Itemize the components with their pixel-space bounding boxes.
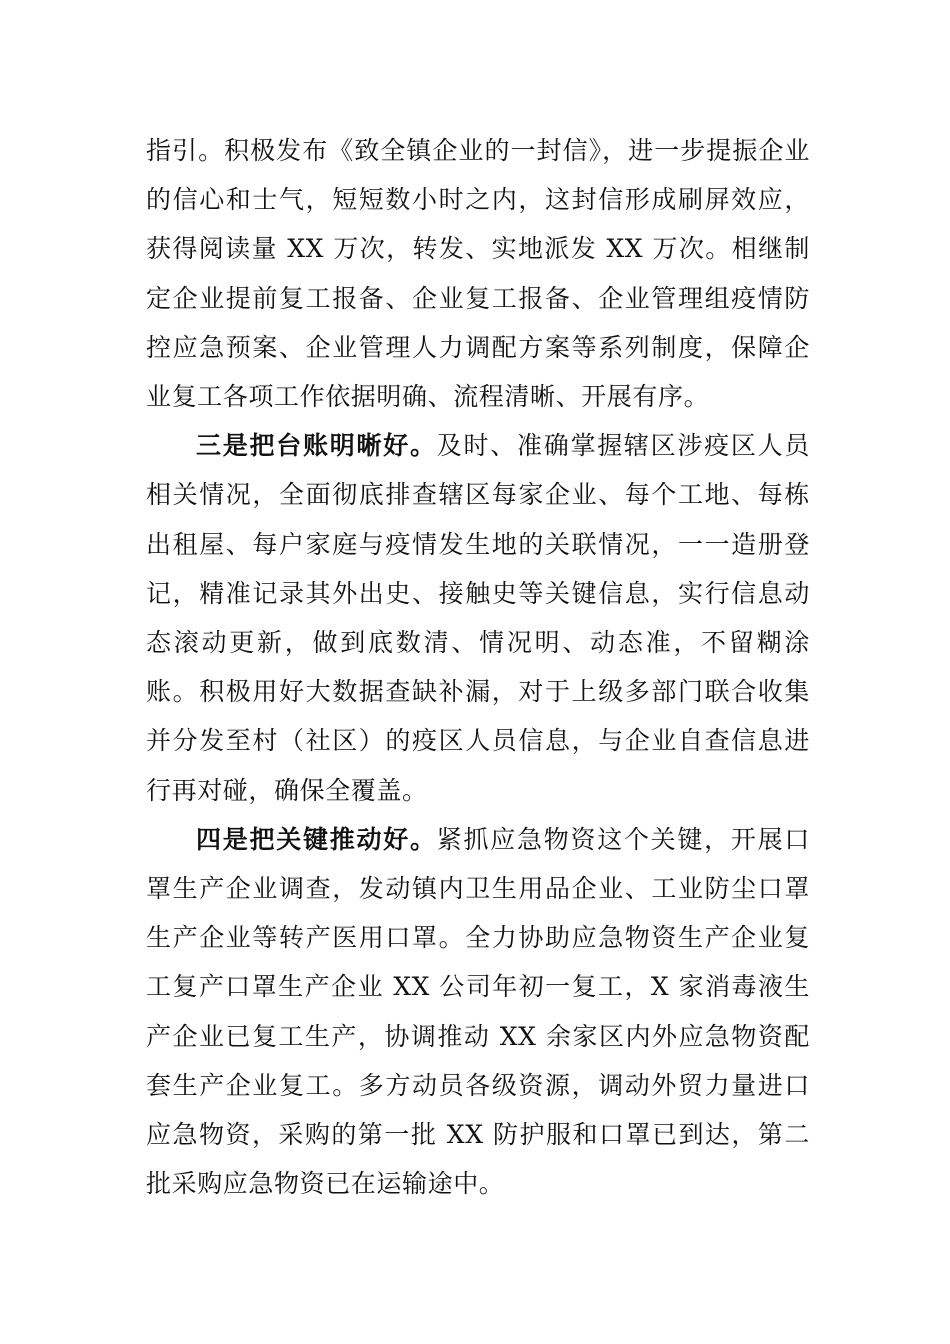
document-body [146, 126, 810, 1208]
paragraph-lead-heading: 三是把台账明晰好。 [196, 431, 437, 461]
paragraph-ledger [146, 421, 810, 815]
paragraph-text: 及时、准确掌握辖区涉疫区人员相关情况，全面彻底排查辖区每家企业、每个工地、每栋出租屋、每户家庭与疫情发生地的关联情况，一一造册登记，精准记录其外出史、接触史等关键信息，实行信息动态滚动更新，做到底数清、情况明、动态准，不留糊涂账。积极用好大数据查缺补漏，对于上级多部门联合收集并分发至村（社区）的疫区人员信息，与企业自查信息进行再对碰，确保全覆盖。 [146, 431, 811, 805]
paragraph-key-push [146, 815, 810, 1209]
paragraph-text: 指引。积极发布《致全镇企业的一封信》，进一步提振企业的信心和士气，短短数小时之内，这封信形成刷屏效应，获得阅读量 XX 万次，转发、实地派发 XX 万次。相继制定企业提前复工报备、企业复工报备、企业管理组疫情防控应急预案、企业管理人力调配方案等系列制度，保障企业复工各项工作依据明确、流程清晰、开展有序。 [146, 136, 810, 412]
paragraph-lead-heading: 四是把关键推动好。 [196, 824, 437, 854]
paragraph-text: 紧抓应急物资这个关键，开展口罩生产企业调查，发动镇内卫生用品企业、工业防尘口罩生产企业等转产医用口罩。全力协助应急物资生产企业复工复产口罩生产企业 XX 公司年初一复工，X 家消毒液生产企业已复工生产，协调推动 XX 余家区内外应急物资配套生产企业复工。多方动员各级资源，调动外贸力量进口应急物资，采购的第一批 XX 防护服和口罩已到达，第二批采购应急物资已在运输途中。 [146, 824, 811, 1199]
paragraph-continuation [146, 126, 810, 421]
